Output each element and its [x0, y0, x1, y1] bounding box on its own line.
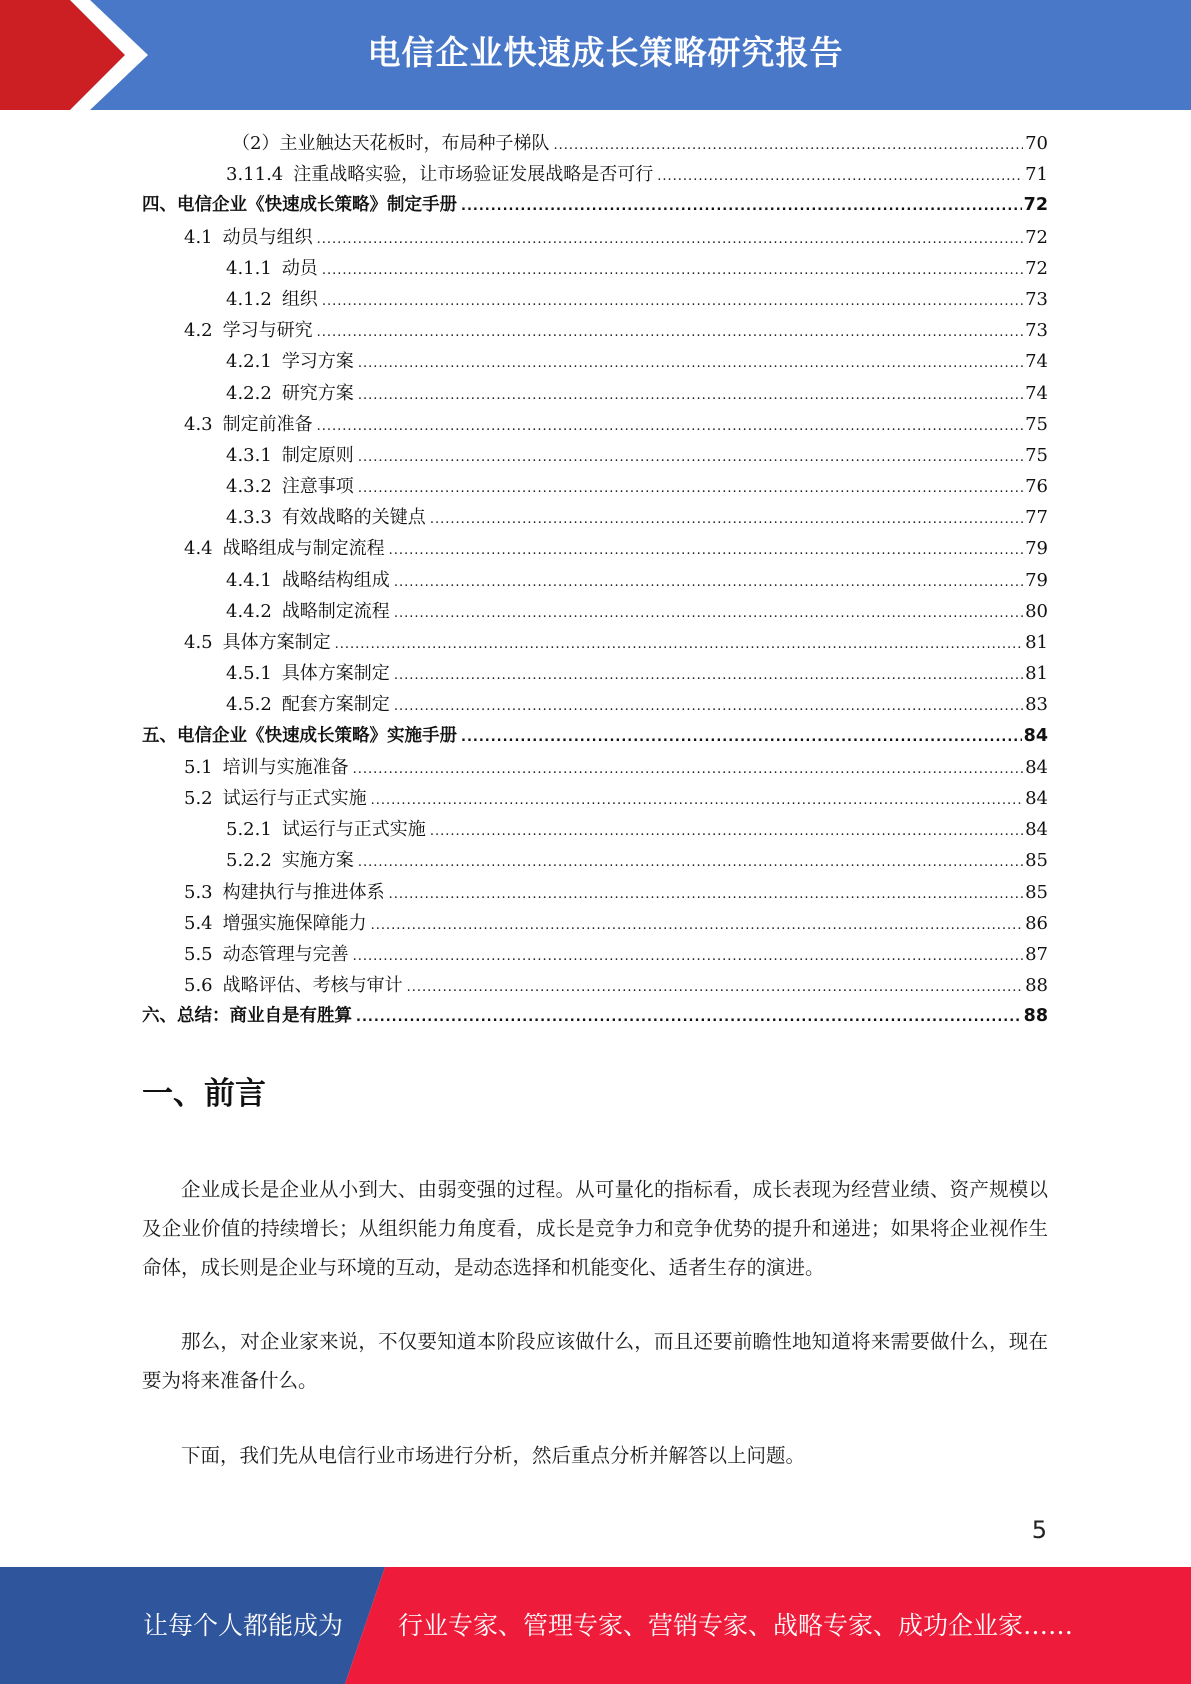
toc-dot-leader	[394, 660, 1023, 691]
toc-entry[interactable]	[142, 689, 1048, 720]
toc-entry-number: 4.3.1	[226, 444, 272, 466]
toc-entry-number: 4.5	[184, 632, 213, 653]
toc-entry-title	[184, 409, 313, 440]
header-banner	[0, 0, 1191, 110]
toc-dot-leader	[322, 286, 1023, 317]
toc-entry-page: 73	[1025, 320, 1048, 342]
toc-entry-title	[226, 814, 426, 845]
toc-entry-number: 4.1.1	[226, 257, 272, 279]
toc-entry-page: 75	[1025, 444, 1048, 466]
toc-entry-page: 76	[1025, 476, 1048, 498]
toc-entry[interactable]	[142, 877, 1048, 908]
toc-dot-leader	[358, 380, 1023, 411]
toc-entry-number: 5.3	[184, 881, 213, 903]
toc-dot-leader	[322, 255, 1023, 286]
toc-entry-number: 4.2.2	[226, 382, 272, 404]
toc-entry[interactable]	[142, 315, 1048, 346]
toc-entry-title	[226, 502, 426, 533]
toc-entry-label: 战略制定流程	[281, 600, 390, 622]
toc-entry-number: 5.5	[184, 943, 213, 965]
toc-entry[interactable]	[142, 970, 1048, 1001]
toc-dot-leader	[358, 442, 1023, 473]
toc-entry[interactable]	[142, 253, 1048, 284]
toc-entry-title	[226, 845, 354, 876]
toc-entry-number: 4.3.3	[226, 507, 272, 529]
body-paragraph: 那么，对企业家来说，不仅要知道本阶段应该做什么，而且还要前瞻性地知道将来需要做什么，现在要为将来准备什么。	[142, 1330, 1048, 1392]
toc-entry[interactable]	[142, 190, 1048, 221]
toc-entry-label: 制定原则	[281, 444, 354, 466]
toc-entry-number: 4.4.1	[226, 569, 272, 591]
toc-entry[interactable]	[142, 814, 1048, 845]
toc-entry-title	[184, 222, 313, 253]
toc-entry-title	[226, 284, 318, 315]
footer-banner	[0, 1567, 1191, 1684]
toc-dot-leader	[394, 598, 1023, 629]
toc-entry-label: 构建执行与推进体系	[222, 881, 385, 903]
footer-slogan-left: 让每个人都能成为	[143, 1611, 344, 1640]
toc-entry-title	[184, 627, 331, 658]
toc-dot-leader	[353, 754, 1023, 785]
toc-entry-label: 动态管理与完善	[222, 943, 349, 965]
toc-entry-label: 战略结构组成	[281, 569, 390, 591]
toc-entry-title	[184, 533, 385, 564]
toc-entry-label: 组织	[281, 288, 318, 310]
toc-entry[interactable]	[142, 627, 1048, 658]
toc-dot-leader	[389, 879, 1023, 910]
body-paragraph: 企业成长是企业从小到大、由弱变强的过程。从可量化的指标看，成长表现为经营业绩、资产规模以及企业价值的持续增长；从组织能力角度看，成长是竞争力和竞争优势的提升和递进；如果将企业视作生命体，成长则是企业与环境的互动，是动态选择和机能变化、适者生存的演进。	[142, 1178, 1048, 1279]
toc-dot-leader	[353, 941, 1023, 972]
page-number: 5	[1031, 1516, 1047, 1544]
toc-entry-title	[226, 346, 354, 377]
table-of-contents	[142, 128, 1048, 1032]
toc-entry-page: 84	[1023, 725, 1048, 746]
toc-entry-title	[226, 565, 390, 596]
toc-entry-page: 86	[1025, 912, 1048, 934]
section-heading: 一、前言	[142, 1076, 266, 1112]
toc-entry-title	[184, 939, 349, 970]
toc-entry-label: 动员与组织	[222, 226, 313, 248]
toc-dot-leader	[461, 191, 1022, 222]
toc-entry-label: 配套方案制定	[281, 694, 390, 716]
toc-entry-title	[226, 440, 354, 471]
document-title: 电信企业快速成长策略研究报告	[367, 33, 844, 72]
body-paragraph: 下面，我们先从电信行业市场进行分析，然后重点分析并解答以上问题。	[181, 1444, 806, 1467]
toc-entry-label: 研究方案	[281, 382, 354, 404]
toc-entry[interactable]	[142, 783, 1048, 814]
toc-entry-number: 5.2.1	[226, 819, 272, 841]
toc-entry-title	[184, 783, 367, 814]
toc-entry-number: 4.3.2	[226, 476, 272, 498]
toc-entry-page: 72	[1025, 226, 1048, 248]
toc-entry-page: 85	[1025, 850, 1048, 872]
toc-entry-label: 制定前准备	[222, 413, 313, 435]
toc-entry-number: 5.6	[184, 975, 213, 997]
toc-entry-page: 75	[1025, 413, 1048, 435]
toc-entry-title	[226, 658, 390, 689]
toc-entry-title	[184, 752, 349, 783]
toc-entry[interactable]	[142, 721, 1048, 752]
toc-entry-label: 试运行与正式实施	[222, 787, 367, 809]
toc-entry-page: 73	[1025, 288, 1048, 310]
toc-entry-number: 4.5.1	[226, 663, 272, 685]
toc-entry-number: 4.4	[184, 538, 213, 560]
toc-entry-number: 4.5.2	[226, 694, 272, 716]
toc-dot-leader	[317, 411, 1023, 442]
toc-entry-page: 74	[1025, 382, 1048, 404]
toc-entry-title	[226, 378, 354, 409]
toc-entry[interactable]	[142, 596, 1048, 627]
toc-entry-page: 77	[1025, 507, 1048, 529]
toc-entry[interactable]	[142, 471, 1048, 502]
toc-entry-label: 学习方案	[281, 351, 354, 373]
toc-entry-label: 动员	[281, 257, 318, 279]
toc-entry[interactable]	[142, 658, 1048, 689]
toc-entry-label: 注重战略实验，让市场验证发展战略是否可行	[293, 164, 654, 186]
toc-entry-title	[184, 908, 367, 939]
toc-dot-leader	[407, 972, 1023, 1003]
toc-dot-leader	[358, 473, 1023, 504]
toc-entry-page: 83	[1025, 694, 1048, 716]
toc-entry-page: 70	[1025, 133, 1048, 154]
toc-dot-leader	[371, 910, 1023, 941]
toc-entry-title	[184, 315, 313, 346]
toc-entry-label: 注意事项	[281, 476, 354, 498]
toc-entry-page: 79	[1025, 569, 1048, 591]
toc-dot-leader	[358, 847, 1023, 878]
toc-entry-page: 80	[1025, 600, 1048, 622]
toc-entry-title	[142, 190, 457, 221]
toc-dot-leader	[358, 348, 1023, 379]
toc-entry[interactable]	[142, 346, 1048, 377]
toc-dot-leader	[394, 567, 1023, 598]
toc-entry-label: （2）主业触达天花板时，布局种子梯队	[232, 133, 550, 154]
toc-entry-label: 六、总结：商业自是有胜算	[142, 1006, 352, 1027]
toc-entry-page: 72	[1023, 195, 1048, 216]
toc-dot-leader	[335, 629, 1023, 660]
toc-entry-label: 战略组成与制定流程	[222, 538, 385, 560]
toc-entry-page: 71	[1025, 164, 1048, 186]
toc-dot-leader	[317, 317, 1023, 348]
toc-dot-leader	[430, 816, 1023, 847]
toc-entry-page: 88	[1023, 1006, 1048, 1027]
toc-entry-title	[226, 253, 318, 284]
toc-entry-number: 5.4	[184, 912, 213, 934]
toc-entry-label: 增强实施保障能力	[222, 912, 367, 934]
toc-entry-number: 3.11.4	[226, 164, 284, 186]
toc-entry-label: 实施方案	[281, 850, 354, 872]
toc-entry[interactable]	[142, 284, 1048, 315]
toc-entry-title	[142, 1001, 352, 1032]
toc-entry-page: 88	[1025, 975, 1048, 997]
toc-entry-page: 84	[1025, 787, 1048, 809]
toc-dot-leader	[371, 785, 1023, 816]
toc-entry-page: 79	[1025, 538, 1048, 560]
toc-entry-page: 81	[1025, 632, 1048, 653]
toc-entry-label: 五、电信企业《快速成长策略》实施手册	[142, 725, 457, 746]
toc-entry-label: 培训与实施准备	[222, 756, 349, 778]
toc-entry[interactable]	[142, 752, 1048, 783]
toc-entry[interactable]	[142, 409, 1048, 440]
footer-slogan-right: 行业专家、管理专家、营销专家、战略专家、成功企业家……	[398, 1611, 1074, 1640]
toc-entry[interactable]	[142, 440, 1048, 471]
toc-entry-page: 84	[1025, 819, 1048, 841]
toc-dot-leader	[461, 722, 1022, 753]
toc-entry[interactable]	[142, 939, 1048, 970]
toc-entry[interactable]	[142, 222, 1048, 253]
toc-entry[interactable]	[142, 565, 1048, 596]
toc-entry-title	[226, 159, 653, 190]
toc-entry[interactable]	[142, 502, 1048, 533]
toc-entry-title	[142, 721, 457, 752]
toc-entry-label: 战略评估、考核与审计	[222, 975, 403, 997]
toc-entry-title	[184, 970, 403, 1001]
toc-dot-leader	[430, 504, 1023, 535]
toc-entry-title	[226, 471, 354, 502]
toc-dot-leader	[317, 224, 1023, 255]
toc-entry-page: 72	[1025, 257, 1048, 279]
toc-entry-title	[226, 596, 390, 627]
toc-entry[interactable]	[142, 908, 1048, 939]
toc-entry-number: 4.1.2	[226, 288, 272, 310]
toc-entry-number: 5.1	[184, 756, 213, 778]
toc-entry[interactable]	[142, 128, 1048, 159]
toc-entry-label: 具体方案制定	[222, 632, 331, 653]
toc-dot-leader	[657, 161, 1023, 192]
toc-entry-number: 5.2	[184, 787, 213, 809]
toc-entry-label: 具体方案制定	[281, 663, 390, 685]
toc-entry-title	[232, 128, 549, 159]
toc-entry-label: 有效战略的关键点	[281, 507, 426, 529]
toc-entry[interactable]	[142, 159, 1048, 190]
toc-entry-number: 4.2	[184, 320, 213, 342]
toc-entry-label: 四、电信企业《快速成长策略》制定手册	[142, 195, 457, 216]
toc-entry[interactable]	[142, 1001, 1048, 1032]
toc-entry-number: 4.1	[184, 226, 213, 248]
toc-entry-label: 学习与研究	[222, 320, 313, 342]
toc-entry-label: 试运行与正式实施	[281, 819, 426, 841]
toc-dot-leader	[394, 691, 1023, 722]
toc-entry[interactable]	[142, 378, 1048, 409]
toc-entry-title	[226, 689, 390, 720]
toc-entry-page: 85	[1025, 881, 1048, 903]
toc-entry-title	[184, 877, 385, 908]
toc-dot-leader	[389, 535, 1023, 566]
toc-entry-number: 4.4.2	[226, 600, 272, 622]
toc-entry-page: 84	[1025, 756, 1048, 778]
toc-dot-leader	[356, 1002, 1022, 1033]
toc-entry[interactable]	[142, 533, 1048, 564]
toc-entry-number: 4.3	[184, 413, 213, 435]
toc-entry-number: 5.2.2	[226, 850, 272, 872]
toc-entry[interactable]	[142, 845, 1048, 876]
toc-dot-leader	[553, 130, 1023, 161]
toc-entry-page: 81	[1025, 663, 1048, 685]
toc-entry-page: 87	[1025, 943, 1048, 965]
toc-entry-page: 74	[1025, 351, 1048, 373]
toc-entry-number: 4.2.1	[226, 351, 272, 373]
